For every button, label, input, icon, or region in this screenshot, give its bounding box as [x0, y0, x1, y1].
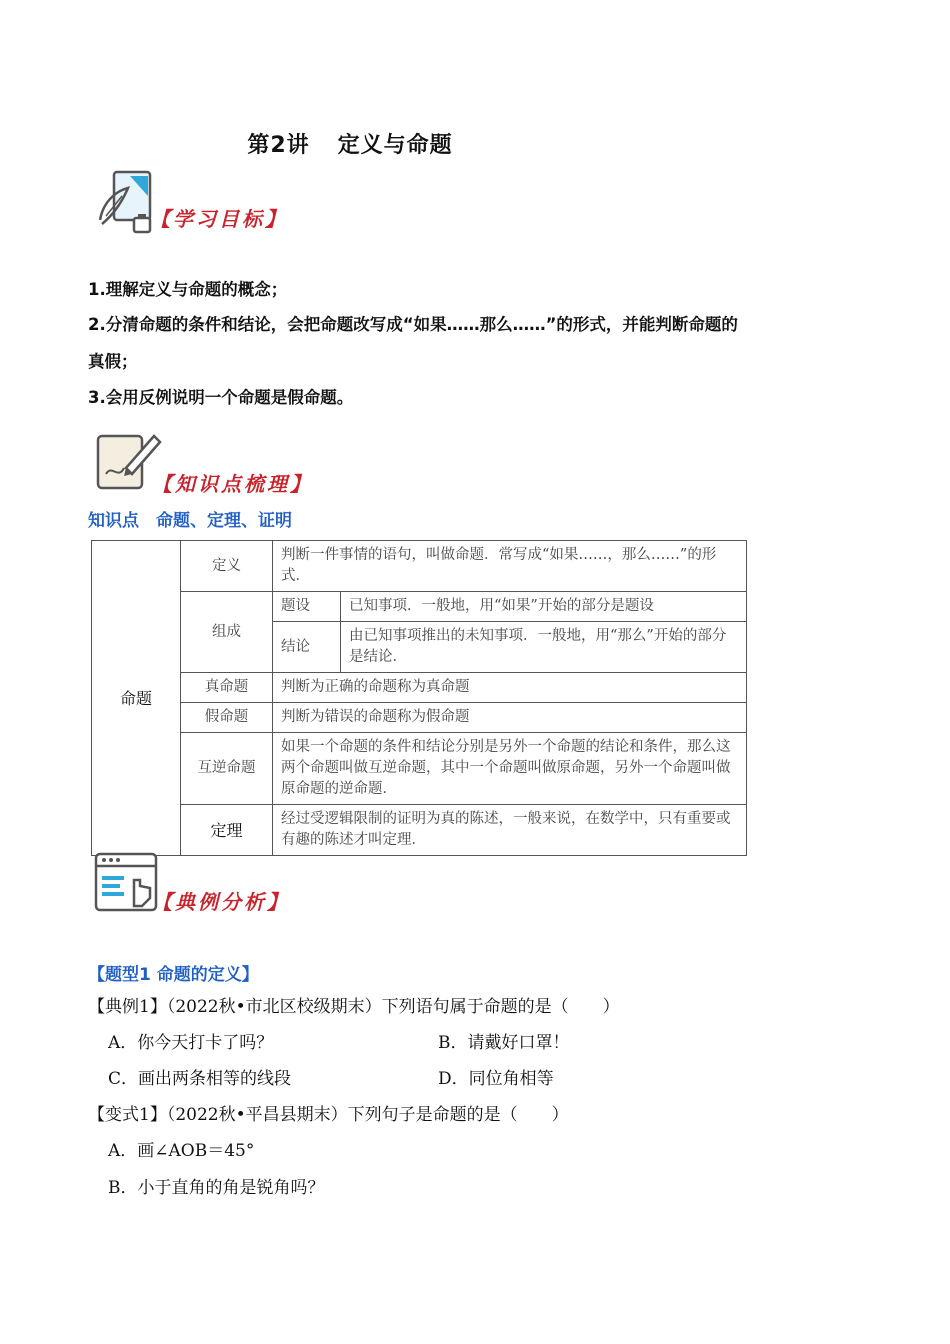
variant1-option-b: B．小于直角的角是锐角吗？ [108, 1178, 325, 1198]
section-banner-examples: 【典例分析】 [152, 890, 290, 914]
example1-option-b: B．请戴好口罩！ [438, 1033, 570, 1053]
definition-label: 定义 [181, 541, 273, 592]
example1-option-d: D．同位角相等 [438, 1069, 554, 1089]
lesson-number: 第2讲 [247, 133, 310, 158]
hypothesis-text: 已知事项．一般地，用“如果”开始的部分是题设 [341, 592, 747, 622]
type1-heading: 【题型1 命题的定义】 [88, 965, 259, 985]
theorem-label: 定理 [181, 805, 273, 856]
objective-2-cont: 真假； [88, 352, 138, 371]
converse-label: 互逆命题 [181, 733, 273, 805]
variant1-question [88, 1103, 569, 1127]
definition-text: 判断一件事情的语句，叫做命题．常写成“如果……，那么……”的形式． [273, 541, 747, 592]
conclusion-text: 由已知事项推出的未知事项．一般地，用“那么”开始的部分是结论． [341, 622, 747, 673]
knowledge-table [91, 540, 747, 856]
page-title [0, 128, 700, 159]
objective-2: 2.分清命题的条件和结论，会把命题改写成“如果……那么……”的形式，并能判断命题的 [88, 315, 738, 334]
theorem-text: 经过受逻辑限制的证明为真的陈述，一般来说，在数学中，只有重要或有趣的陈述才叫定理． [273, 805, 747, 856]
composition-label: 组成 [181, 592, 273, 673]
converse-text: 如果一个命题的条件和结论分别是另外一个命题的结论和条件，那么这两个命题叫做互逆命题，其中一个命题叫做原命题，另外一个命题叫做原命题的逆命题． [273, 733, 747, 805]
proposition-label: 命题 [92, 541, 181, 856]
objective-3: 3.会用反例说明一个命题是假命题。 [88, 388, 354, 407]
variant1-stem: （2022秋•平昌县期末）下列句子是命题的是（ ） [166, 1105, 569, 1125]
knowledge-heading: 知识点 命题、定理、证明 [88, 511, 292, 531]
example1-question [88, 995, 620, 1019]
example1-option-a: A．你今天打卡了吗？ [108, 1033, 274, 1053]
section-banner-objectives: 【学习目标】 [150, 207, 288, 231]
hypothesis-label: 题设 [273, 592, 341, 622]
lesson-topic: 定义与命题 [337, 133, 453, 158]
conclusion-label: 结论 [273, 622, 341, 673]
example1-stem: （2022秋•市北区校级期末）下列语句属于命题的是（ ） [166, 997, 620, 1017]
example1-label: 【典例1】 [88, 997, 167, 1017]
variant1-option-a: A．画∠AOB＝45° [108, 1141, 255, 1161]
false-proposition-text: 判断为错误的命题称为假命题 [273, 703, 747, 733]
false-proposition-label: 假命题 [181, 703, 273, 733]
true-proposition-label: 真命题 [181, 673, 273, 703]
section-banner-knowledge: 【知识点梳理】 [152, 472, 313, 496]
variant1-label: 【变式1】 [88, 1105, 167, 1125]
example1-option-c: C．画出两条相等的线段 [108, 1069, 292, 1089]
objective-1: 1.理解定义与命题的概念； [88, 280, 288, 299]
true-proposition-text: 判断为正确的命题称为真命题 [273, 673, 747, 703]
